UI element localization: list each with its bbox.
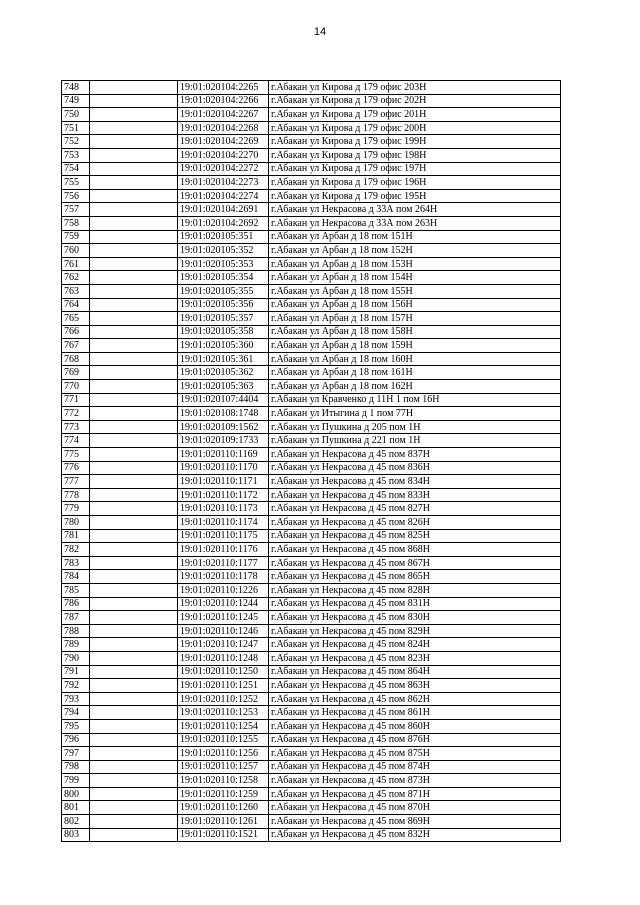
cadastral-number-cell: 19:01:020104:2692 [178,216,269,230]
empty-cell [90,733,178,747]
cadastral-number-cell: 19:01:020108:1748 [178,407,269,421]
table-row [62,216,561,230]
cadastral-number-cell: 19:01:020110:1226 [178,583,269,597]
row-number-cell: 801 [62,801,90,815]
row-number-cell: 756 [62,189,90,203]
row-number-cell: 802 [62,815,90,829]
table-row [62,502,561,516]
row-number-cell: 794 [62,706,90,720]
row-number-cell: 753 [62,148,90,162]
cadastral-number-cell: 19:01:020110:1170 [178,461,269,475]
table-row [62,529,561,543]
address-cell: г.Абакан ул Некрасова д 45 пом 834Н [269,475,561,489]
cadastral-number-cell: 19:01:020110:1256 [178,747,269,761]
table-row [62,108,561,122]
row-number-cell: 800 [62,787,90,801]
address-cell: г.Абакан ул Некрасова д 45 пом 876Н [269,733,561,747]
cadastral-number-cell: 19:01:020110:1176 [178,543,269,557]
empty-cell [90,216,178,230]
empty-cell [90,271,178,285]
empty-cell [90,176,178,190]
address-cell: г.Абакан ул Арбан д 18 пом 161Н [269,366,561,380]
row-number-cell: 784 [62,570,90,584]
address-cell: г.Абакан ул Некрасова д 45 пом 869Н [269,815,561,829]
row-number-cell: 782 [62,543,90,557]
row-number-cell: 765 [62,312,90,326]
address-cell: г.Абакан ул Некрасова д 45 пом 824Н [269,638,561,652]
table-row [62,121,561,135]
empty-cell [90,801,178,815]
table-row [62,271,561,285]
empty-cell [90,312,178,326]
empty-cell [90,94,178,108]
table-row [62,556,561,570]
row-number-cell: 792 [62,679,90,693]
empty-cell [90,407,178,421]
empty-cell [90,393,178,407]
table-row [62,420,561,434]
empty-cell [90,298,178,312]
address-cell: г.Абакан ул Некрасова д 45 пом 828Н [269,583,561,597]
table-row [62,583,561,597]
row-number-cell: 780 [62,516,90,530]
address-cell: г.Абакан ул Некрасова д 45 пом 870Н [269,801,561,815]
empty-cell [90,203,178,217]
table-row [62,380,561,394]
cadastral-number-cell: 19:01:020109:1562 [178,420,269,434]
row-number-cell: 783 [62,556,90,570]
cadastral-number-cell: 19:01:020110:1244 [178,597,269,611]
empty-cell [90,475,178,489]
empty-cell [90,597,178,611]
cadastral-number-cell: 19:01:020109:1733 [178,434,269,448]
address-cell: г.Абакан ул Арбан д 18 пом 153Н [269,257,561,271]
cadastral-number-cell: 19:01:020104:2691 [178,203,269,217]
row-number-cell: 789 [62,638,90,652]
cadastral-number-cell: 19:01:020110:1248 [178,651,269,665]
row-number-cell: 779 [62,502,90,516]
empty-cell [90,189,178,203]
table-row [62,325,561,339]
empty-cell [90,148,178,162]
address-cell: г.Абакан ул Арбан д 18 пом 162Н [269,380,561,394]
cadastral-number-cell: 19:01:020110:1169 [178,448,269,462]
empty-cell [90,774,178,788]
row-number-cell: 749 [62,94,90,108]
empty-cell [90,556,178,570]
address-cell: г.Абакан ул Итыгина д 1 пом 77Н [269,407,561,421]
address-cell: г.Абакан ул Некрасова д 45 пом 831Н [269,597,561,611]
table-row [62,135,561,149]
row-number-cell: 748 [62,81,90,95]
row-number-cell: 773 [62,420,90,434]
address-cell: г.Абакан ул Некрасова д 45 пом 864Н [269,665,561,679]
empty-cell [90,257,178,271]
row-number-cell: 795 [62,719,90,733]
row-number-cell: 751 [62,121,90,135]
row-number-cell: 769 [62,366,90,380]
table-row [62,434,561,448]
cadastral-number-cell: 19:01:020104:2266 [178,94,269,108]
cadastral-number-cell: 19:01:020110:1246 [178,624,269,638]
empty-cell [90,284,178,298]
table-row [62,651,561,665]
row-number-cell: 790 [62,651,90,665]
address-cell: г.Абакан ул Арбан д 18 пом 158Н [269,325,561,339]
cadastral-number-cell: 19:01:020110:1252 [178,692,269,706]
table-row [62,284,561,298]
row-number-cell: 764 [62,298,90,312]
empty-cell [90,692,178,706]
table-row [62,257,561,271]
address-cell: г.Абакан ул Некрасова д 45 пом 873Н [269,774,561,788]
empty-cell [90,448,178,462]
table-row [62,312,561,326]
empty-cell [90,624,178,638]
table-row [62,176,561,190]
table-row [62,475,561,489]
row-number-cell: 796 [62,733,90,747]
address-cell: г.Абакан ул Арбан д 18 пом 151Н [269,230,561,244]
table-row [62,706,561,720]
row-number-cell: 750 [62,108,90,122]
table-row [62,828,561,842]
empty-cell [90,719,178,733]
empty-cell [90,665,178,679]
table-row [62,189,561,203]
cadastral-number-cell: 19:01:020110:1173 [178,502,269,516]
address-cell: г.Абакан ул Некрасова д 45 пом 832Н [269,828,561,842]
empty-cell [90,760,178,774]
row-number-cell: 772 [62,407,90,421]
empty-cell [90,380,178,394]
cadastral-number-cell: 19:01:020105:360 [178,339,269,353]
cadastral-number-cell: 19:01:020105:357 [178,312,269,326]
address-cell: г.Абакан ул Кирова д 179 офис 198Н [269,148,561,162]
row-number-cell: 758 [62,216,90,230]
address-cell: г.Абакан ул Пушкина д 221 пом 1Н [269,434,561,448]
address-cell: г.Абакан ул Некрасова д 45 пом 829Н [269,624,561,638]
empty-cell [90,529,178,543]
table-row [62,747,561,761]
row-number-cell: 766 [62,325,90,339]
row-number-cell: 776 [62,461,90,475]
table-row [62,733,561,747]
table-row [62,638,561,652]
empty-cell [90,366,178,380]
empty-cell [90,352,178,366]
address-cell: г.Абакан ул Некрасова д 45 пом 837Н [269,448,561,462]
empty-cell [90,747,178,761]
address-cell: г.Абакан ул Кирова д 179 офис 202Н [269,94,561,108]
table-row [62,94,561,108]
empty-cell [90,434,178,448]
address-cell: г.Абакан ул Некрасова д 45 пом 865Н [269,570,561,584]
table-row [62,516,561,530]
page-number: 14 [313,26,327,38]
cadastral-number-cell: 19:01:020110:1253 [178,706,269,720]
table-row [62,665,561,679]
address-cell: г.Абакан ул Кирова д 179 офис 195Н [269,189,561,203]
address-cell: г.Абакан ул Некрасова д 45 пом 825Н [269,529,561,543]
empty-cell [90,135,178,149]
row-number-cell: 803 [62,828,90,842]
empty-cell [90,488,178,502]
table-row [62,679,561,693]
row-number-cell: 799 [62,774,90,788]
cadastral-number-cell: 19:01:020105:352 [178,244,269,258]
address-cell: г.Абакан ул Кирова д 179 офис 200Н [269,121,561,135]
table-row [62,801,561,815]
row-number-cell: 786 [62,597,90,611]
row-number-cell: 798 [62,760,90,774]
cadastral-number-cell: 19:01:020110:1177 [178,556,269,570]
table-row [62,393,561,407]
empty-cell [90,787,178,801]
row-number-cell: 760 [62,244,90,258]
address-cell: г.Абакан ул Арбан д 18 пом 152Н [269,244,561,258]
row-number-cell: 757 [62,203,90,217]
cadastral-number-cell: 19:01:020104:2265 [178,81,269,95]
cadastral-number-cell: 19:01:020110:1251 [178,679,269,693]
cadastral-number-cell: 19:01:020110:1250 [178,665,269,679]
address-cell: г.Абакан ул Арбан д 18 пом 159Н [269,339,561,353]
cadastral-number-cell: 19:01:020107:4404 [178,393,269,407]
address-cell: г.Абакан ул Кирова д 179 офис 199Н [269,135,561,149]
table-row [62,407,561,421]
cadastral-number-cell: 19:01:020110:1258 [178,774,269,788]
row-number-cell: 761 [62,257,90,271]
row-number-cell: 777 [62,475,90,489]
address-cell: г.Абакан ул Кирова д 179 офис 196Н [269,176,561,190]
empty-cell [90,244,178,258]
row-number-cell: 752 [62,135,90,149]
address-cell: г.Абакан ул Некрасова д 45 пом 860Н [269,719,561,733]
table-row [62,543,561,557]
empty-cell [90,611,178,625]
address-cell: г.Абакан ул Некрасова д 33А пом 263Н [269,216,561,230]
row-number-cell: 793 [62,692,90,706]
cadastral-number-cell: 19:01:020104:2272 [178,162,269,176]
row-number-cell: 785 [62,583,90,597]
table-row [62,203,561,217]
table-row [62,774,561,788]
address-cell: г.Абакан ул Арбан д 18 пом 156Н [269,298,561,312]
address-cell: г.Абакан ул Некрасова д 45 пом 862Н [269,692,561,706]
table-row [62,488,561,502]
address-cell: г.Абакан ул Некрасова д 45 пом 836Н [269,461,561,475]
table-row [62,366,561,380]
address-cell: г.Абакан ул Арбан д 18 пом 160Н [269,352,561,366]
cadastral-number-cell: 19:01:020110:1257 [178,760,269,774]
address-cell: г.Абакан ул Некрасова д 45 пом 867Н [269,556,561,570]
cadastral-number-cell: 19:01:020104:2274 [178,189,269,203]
row-number-cell: 788 [62,624,90,638]
address-cell: г.Абакан ул Арбан д 18 пом 157Н [269,312,561,326]
address-cell: г.Абакан ул Некрасова д 45 пом 874Н [269,760,561,774]
row-number-cell: 754 [62,162,90,176]
table-row [62,719,561,733]
cadastral-number-cell: 19:01:020110:1255 [178,733,269,747]
address-cell: г.Абакан ул Некрасова д 45 пом 871Н [269,787,561,801]
row-number-cell: 759 [62,230,90,244]
empty-cell [90,339,178,353]
cadastral-number-cell: 19:01:020104:2269 [178,135,269,149]
cadastral-number-cell: 19:01:020105:358 [178,325,269,339]
cadastral-number-cell: 19:01:020105:354 [178,271,269,285]
table-row [62,597,561,611]
cadastral-number-cell: 19:01:020110:1171 [178,475,269,489]
cadastral-number-cell: 19:01:020104:2273 [178,176,269,190]
cadastral-number-cell: 19:01:020110:1172 [178,488,269,502]
table-row [62,611,561,625]
cadastral-number-cell: 19:01:020104:2270 [178,148,269,162]
row-number-cell: 791 [62,665,90,679]
row-number-cell: 768 [62,352,90,366]
table-row [62,244,561,258]
table-row [62,298,561,312]
empty-cell [90,583,178,597]
empty-cell [90,230,178,244]
address-cell: г.Абакан ул Некрасова д 45 пом 823Н [269,651,561,665]
address-cell: г.Абакан ул Некрасова д 45 пом 826Н [269,516,561,530]
empty-cell [90,162,178,176]
address-cell: г.Абакан ул Кирова д 179 офис 197Н [269,162,561,176]
empty-cell [90,638,178,652]
cadastral-number-cell: 19:01:020105:361 [178,352,269,366]
registry-body [62,81,561,842]
address-cell: г.Абакан ул Арбан д 18 пом 155Н [269,284,561,298]
empty-cell [90,461,178,475]
address-cell: г.Абакан ул Некрасова д 45 пом 875Н [269,747,561,761]
row-number-cell: 770 [62,380,90,394]
cadastral-number-cell: 19:01:020110:1178 [178,570,269,584]
table-row [62,148,561,162]
empty-cell [90,706,178,720]
table-row [62,81,561,95]
address-cell: г.Абакан ул Кравченко д 11Н 1 пом 16Н [269,393,561,407]
table-row [62,570,561,584]
cadastral-number-cell: 19:01:020104:2267 [178,108,269,122]
row-number-cell: 755 [62,176,90,190]
empty-cell [90,651,178,665]
address-cell: г.Абакан ул Некрасова д 45 пом 863Н [269,679,561,693]
row-number-cell: 787 [62,611,90,625]
table-row [62,230,561,244]
cadastral-number-cell: 19:01:020104:2268 [178,121,269,135]
cadastral-number-cell: 19:01:020110:1260 [178,801,269,815]
address-cell: г.Абакан ул Некрасова д 45 пом 868Н [269,543,561,557]
address-cell: г.Абакан ул Некрасова д 45 пом 827Н [269,502,561,516]
row-number-cell: 763 [62,284,90,298]
address-cell: г.Абакан ул Пушкина д 205 пом 1Н [269,420,561,434]
cadastral-number-cell: 19:01:020105:362 [178,366,269,380]
cadastral-number-cell: 19:01:020110:1247 [178,638,269,652]
cadastral-number-cell: 19:01:020105:353 [178,257,269,271]
empty-cell [90,679,178,693]
address-cell: г.Абакан ул Некрасова д 45 пом 830Н [269,611,561,625]
row-number-cell: 775 [62,448,90,462]
address-cell: г.Абакан ул Кирова д 179 офис 201Н [269,108,561,122]
empty-cell [90,121,178,135]
empty-cell [90,502,178,516]
row-number-cell: 762 [62,271,90,285]
row-number-cell: 771 [62,393,90,407]
address-cell: г.Абакан ул Некрасова д 45 пом 833Н [269,488,561,502]
cadastral-number-cell: 19:01:020110:1259 [178,787,269,801]
address-cell: г.Абакан ул Некрасова д 45 пом 861Н [269,706,561,720]
row-number-cell: 797 [62,747,90,761]
empty-cell [90,815,178,829]
row-number-cell: 774 [62,434,90,448]
cadastral-number-cell: 19:01:020110:1261 [178,815,269,829]
table-row [62,448,561,462]
table-row [62,692,561,706]
empty-cell [90,516,178,530]
address-cell: г.Абакан ул Кирова д 179 офис 203Н [269,81,561,95]
cadastral-number-cell: 19:01:020110:1254 [178,719,269,733]
cadastral-number-cell: 19:01:020110:1174 [178,516,269,530]
table-row [62,162,561,176]
empty-cell [90,325,178,339]
empty-cell [90,828,178,842]
row-number-cell: 767 [62,339,90,353]
cadastral-number-cell: 19:01:020105:356 [178,298,269,312]
empty-cell [90,543,178,557]
cadastral-number-cell: 19:01:020110:1175 [178,529,269,543]
address-cell: г.Абакан ул Некрасова д 33А пом 264Н [269,203,561,217]
cadastral-number-cell: 19:01:020105:363 [178,380,269,394]
empty-cell [90,108,178,122]
empty-cell [90,570,178,584]
cadastral-number-cell: 19:01:020110:1521 [178,828,269,842]
table-row [62,787,561,801]
empty-cell [90,420,178,434]
table-row [62,352,561,366]
table-row [62,339,561,353]
cadastral-number-cell: 19:01:020105:355 [178,284,269,298]
table-row [62,461,561,475]
row-number-cell: 778 [62,488,90,502]
empty-cell [90,81,178,95]
table-row [62,760,561,774]
cadastral-number-cell: 19:01:020110:1245 [178,611,269,625]
address-cell: г.Абакан ул Арбан д 18 пом 154Н [269,271,561,285]
registry-table [61,80,561,842]
cadastral-number-cell: 19:01:020105:351 [178,230,269,244]
row-number-cell: 781 [62,529,90,543]
table-row [62,624,561,638]
table-row [62,815,561,829]
